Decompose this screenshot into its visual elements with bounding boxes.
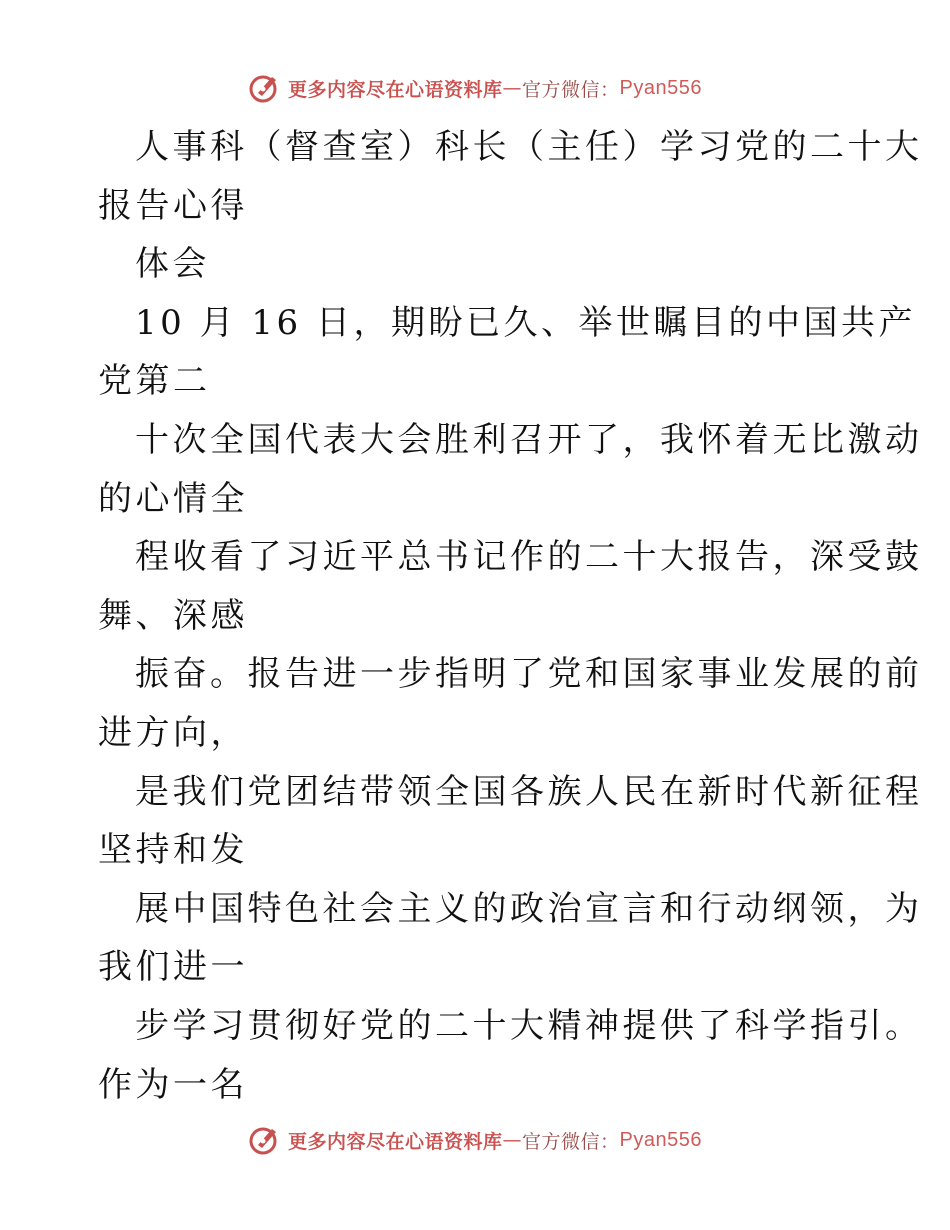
text-line: 是我们党团结带领全国各族人民在新时代新征程 xyxy=(135,771,923,812)
text-line: 程收看了习近平总书记作的二十大报告，深受鼓 xyxy=(135,537,923,578)
text-line: 振奋。报告进一步指明了党和国家事业发展的前 xyxy=(135,654,923,695)
watermark-text: 更多内容尽在心语资料库 xyxy=(288,1130,503,1153)
watermark-id: Pyan556 xyxy=(619,1128,702,1151)
watermark-label: 官方微信： xyxy=(522,1130,620,1153)
pen-nib-circle-icon xyxy=(248,71,282,105)
watermark-separator: — xyxy=(502,1129,523,1151)
watermark-id: Pyan556 xyxy=(619,76,702,99)
text-line: 十次全国代表大会胜利召开了，我怀着无比激动 xyxy=(135,419,923,460)
text-line: 党第二 xyxy=(98,361,211,402)
pen-nib-circle-icon xyxy=(248,1123,282,1157)
header-watermark xyxy=(0,70,950,106)
text-line: 报告心得 xyxy=(98,185,248,226)
text-line: 步学习贯彻好党的二十大精神提供了科学指引。 xyxy=(135,1005,923,1046)
text-line: 舞、深感 xyxy=(98,595,248,636)
text-line: 我们进一 xyxy=(98,947,248,988)
text-line: 展中国特色社会主义的政治宣言和行动纲领，为 xyxy=(135,888,923,929)
text-line: 的心情全 xyxy=(98,478,248,519)
footer-watermark xyxy=(0,1122,950,1158)
document-body xyxy=(98,118,923,1114)
watermark-text: 更多内容尽在心语资料库 xyxy=(288,78,503,101)
watermark-label: 官方微信： xyxy=(522,78,620,101)
text-line: 人事科（督查室）科长（主任）学习党的二十大 xyxy=(135,127,923,167)
text-line: 坚持和发 xyxy=(98,830,248,871)
text-line: 10 月 16 日，期盼已久、举世瞩目的中国共产 xyxy=(135,302,916,343)
text-line: 作为一名 xyxy=(98,1064,248,1105)
text-line: 进方向， xyxy=(98,712,248,753)
text-line: 体会 xyxy=(135,244,210,285)
watermark-separator: — xyxy=(502,77,523,99)
